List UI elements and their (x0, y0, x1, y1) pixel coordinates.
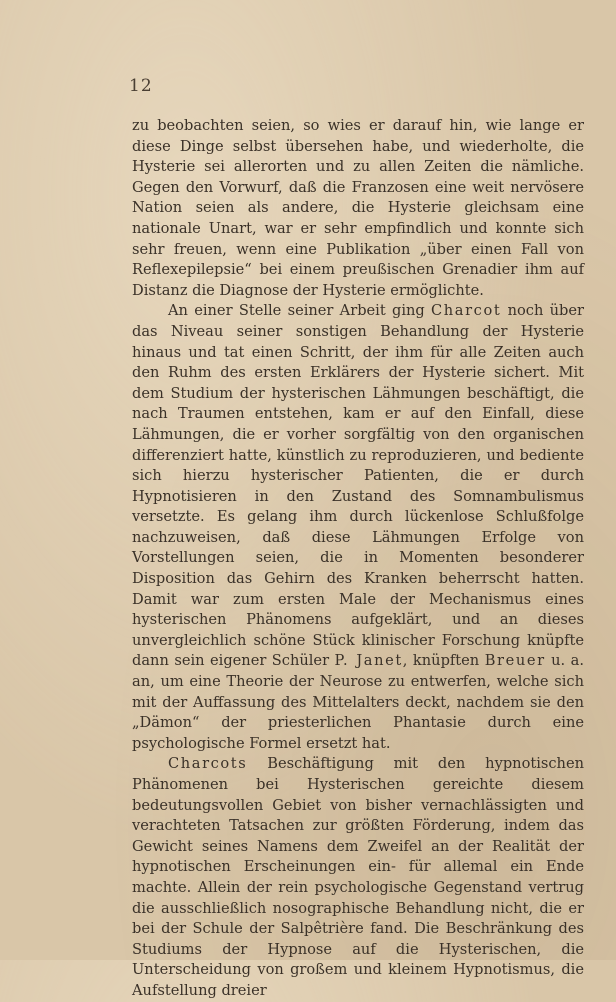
name-charcots: Charcots (168, 755, 248, 773)
paragraph-2-text-a: An einer Stelle seiner Arbeit ging (168, 302, 432, 320)
paragraph-2 (132, 301, 584, 754)
body-text (132, 116, 584, 1002)
paragraph-2-text-c: , knüpften (402, 652, 485, 670)
paragraph-2-text-b: noch über das Niveau seiner sonstigen Behandlung der Hysterie hinaus und tat einen Schritt, der ihm für alle Zeiten auch den Ruhm des ersten Erklärers der Hysterie sichert. Mit dem Studium der hysterischen Lähmungen beschäftigt, die nach Traumen entstehen, kam er auf den Einfall, diese Lähmungen, die er vorher sorgfältig von den organischen differenziert hatte, künstlich zu reproduzieren, und bediente sich hierzu hysterischer Patienten, die er durch Hypnotisieren in den Zustand des Somnambulismus versetzte. Es gelang ihm durch lückenlose Schlußfolge nachzuweisen, daß diese Lähmungen Erfolge von Vorstellungen seien, die in Momenten besonderer Disposition das Gehirn des Kranken beherrscht hatten. Damit war zum ersten Male der Mechanismus eines hysterischen Phänomens aufgeklärt, und an dieses unvergleichlich schöne Stück klinischer Forschung knüpfte dann sein eigener Schüler (132, 302, 584, 670)
paragraph-3 (132, 754, 584, 1001)
name-janet: P. Janet (334, 652, 403, 670)
page-number: 12 (129, 76, 153, 96)
name-breuer: Breuer (484, 652, 546, 670)
name-charcot: Charcot (431, 302, 502, 320)
paragraph-2-text-d: u. a. an, um eine Theorie der Neurose zu entwerfen, welche sich mit der Auffassung des Mittelalters deckt, nachdem sie den „Dämon“ der priesterlichen Phantasie durch eine psychologische Formel ersetzt hat. (132, 652, 585, 752)
paragraph-3-text-a: Beschäftigung mit den hypnotischen Phänomenen bei Hysterischen gereichte diesem bedeutungsvollen Gebiet von bisher vernachlässigten und verachteten Tatsachen zur größten Förderung, indem das Gewicht seines Namens dem Zweifel an der Realität der hypnotischen Erscheinungen ein- für allemal ein Ende machte. Allein der rein psychologische Gegenstand vertrug die ausschließlich nosographische Behandlung nicht, die er bei der Schule der Salpêtrière fand. Die Beschränkung des Studiums der Hypnose auf die Hysterischen, die Unterscheidung von großem und kleinem Hypnotismus, die Aufstellung dreier (132, 755, 584, 999)
paragraph-1: zu beobachten seien, so wies er darauf hin, wie lange er diese Dinge selbst übersehen habe, und wiederholte, die Hysterie sei allerorten und zu allen Zeiten die nämliche. Gegen den Vorwurf, daß die Franzosen eine weit nervösere Nation seien als andere, die Hysterie gleichsam eine nationale Unart, war er sehr empfindlich und konnte sich sehr freuen, wenn eine Publikation „über einen Fall von Reflexepilepsie“ bei einem preußischen Grenadier ihm auf Distanz die Diagnose der Hysterie ermöglichte. (132, 117, 584, 299)
